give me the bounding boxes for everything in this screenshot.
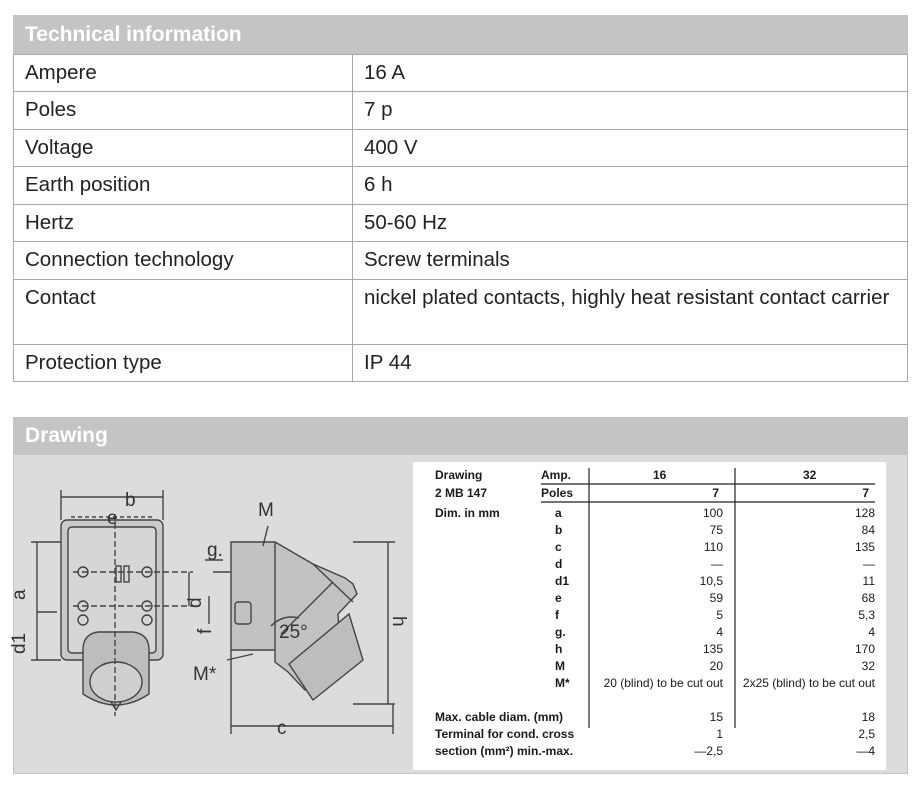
dim-value-16: 4 (716, 625, 723, 639)
label-d1: d1 (9, 632, 30, 654)
table-row (14, 55, 908, 92)
row-label-hertz: Hertz (14, 205, 353, 242)
dim-value-32: 32 (861, 659, 875, 673)
dim-value-32: 4 (868, 625, 875, 639)
dim-value-32: — (863, 557, 875, 571)
dim-value-32: 11 (862, 574, 875, 588)
technical-information-table (13, 54, 908, 382)
spec-poles-label: Poles (541, 486, 574, 500)
spec-drawing-label: Drawing (435, 468, 483, 482)
spec-poles-32: 7 (862, 486, 869, 500)
label-g: g. (207, 540, 223, 561)
spec-amp-label: Amp. (541, 468, 571, 482)
drawing-header: Drawing (13, 417, 908, 454)
row-label-earth-position: Earth position (14, 167, 353, 205)
table-row (14, 345, 908, 382)
spec-terminal-label-1: Terminal for cond. cross (435, 727, 575, 741)
row-value-connection-technology: Screw terminals (353, 242, 908, 280)
dim-value-32: 128 (854, 506, 875, 520)
dim-value-16: 110 (703, 540, 723, 554)
spec-dim-label: Dim. in mm (435, 506, 500, 520)
row-label-protection-type: Protection type (14, 345, 353, 382)
label-d: d (185, 597, 206, 608)
dim-value-16: 20 (709, 659, 723, 673)
dim-key: c (555, 540, 562, 554)
dim-value-32: 170 (854, 642, 875, 656)
dim-key: d1 (555, 574, 570, 588)
dim-value-16: 100 (702, 506, 723, 520)
technical-information-header: Technical information (13, 15, 908, 54)
label-angle: 25° (279, 622, 308, 643)
dim-key: d (555, 557, 563, 571)
dim-key: g. (555, 625, 566, 639)
technical-drawing (9, 454, 413, 774)
spec-terminal-32-min: 2,5 (858, 727, 875, 741)
label-e: e (107, 508, 118, 529)
table-row (14, 205, 908, 242)
row-label-ampere: Ampere (14, 55, 353, 92)
spec-drawing-no: 2 MB 147 (435, 486, 488, 500)
table-row (14, 92, 908, 130)
row-value-ampere: 16 A (353, 55, 908, 92)
dim-value-32: 5,3 (858, 608, 875, 622)
row-value-poles: 7 p (353, 92, 908, 130)
row-value-earth-position: 6 h (353, 167, 908, 205)
spec-cable-label: Max. cable diam. (mm) (435, 710, 564, 724)
dim-value-32: 84 (861, 523, 875, 537)
table-row (14, 280, 908, 345)
dim-value-16: 59 (709, 591, 723, 605)
dim-key: a (555, 506, 562, 520)
dim-key: M (555, 659, 565, 673)
dim-value-16: — (711, 557, 723, 571)
spec-terminal-16-min: 1 (716, 727, 723, 741)
dim-value-32: 68 (861, 591, 875, 605)
row-value-contact: nickel plated contacts, highly heat resistant contact carrier (353, 280, 908, 345)
table-row (14, 242, 908, 280)
spec-cable-32: 18 (861, 710, 875, 724)
dim-value-16: 10,5 (699, 574, 723, 588)
dim-value-32: 2x25 (blind) to be cut out (742, 676, 875, 690)
label-c: c (277, 718, 287, 739)
dim-value-32: 135 (854, 540, 875, 554)
row-label-poles: Poles (14, 92, 353, 130)
dim-key: f (555, 608, 559, 622)
label-m: M (258, 500, 274, 521)
spec-terminal-16-max: —2,5 (694, 744, 723, 758)
label-a: a (9, 589, 30, 600)
label-f: f (195, 628, 216, 634)
spec-terminal-32-max: —4 (856, 744, 875, 758)
spec-amp-32: 32 (803, 468, 817, 482)
dim-value-16: 75 (709, 523, 723, 537)
row-label-voltage: Voltage (14, 130, 353, 167)
dim-value-16: 135 (702, 642, 723, 656)
spec-cable-16: 15 (709, 710, 723, 724)
dim-key: b (555, 523, 563, 537)
dim-value-16: 5 (716, 608, 723, 622)
label-b: b (125, 490, 136, 511)
spec-terminal-label-2: section (mm²) min.-max. (435, 744, 574, 758)
row-value-hertz: 50-60 Hz (353, 205, 908, 242)
row-value-protection-type: IP 44 (353, 345, 908, 382)
label-mstar: M* (193, 664, 217, 685)
spec-poles-16: 7 (712, 486, 719, 500)
row-label-contact: Contact (14, 280, 353, 345)
dim-value-16: 20 (blind) to be cut out (603, 676, 723, 690)
table-row (14, 167, 908, 205)
label-h: h (388, 616, 409, 627)
table-row (14, 130, 908, 167)
dim-key: h (555, 642, 563, 656)
row-value-voltage: 400 V (353, 130, 908, 167)
dim-key: e (555, 591, 562, 605)
spec-amp-16: 16 (653, 468, 667, 482)
row-label-connection-technology: Connection technology (14, 242, 353, 280)
dimension-table (413, 462, 886, 770)
dim-key: M* (555, 676, 570, 690)
